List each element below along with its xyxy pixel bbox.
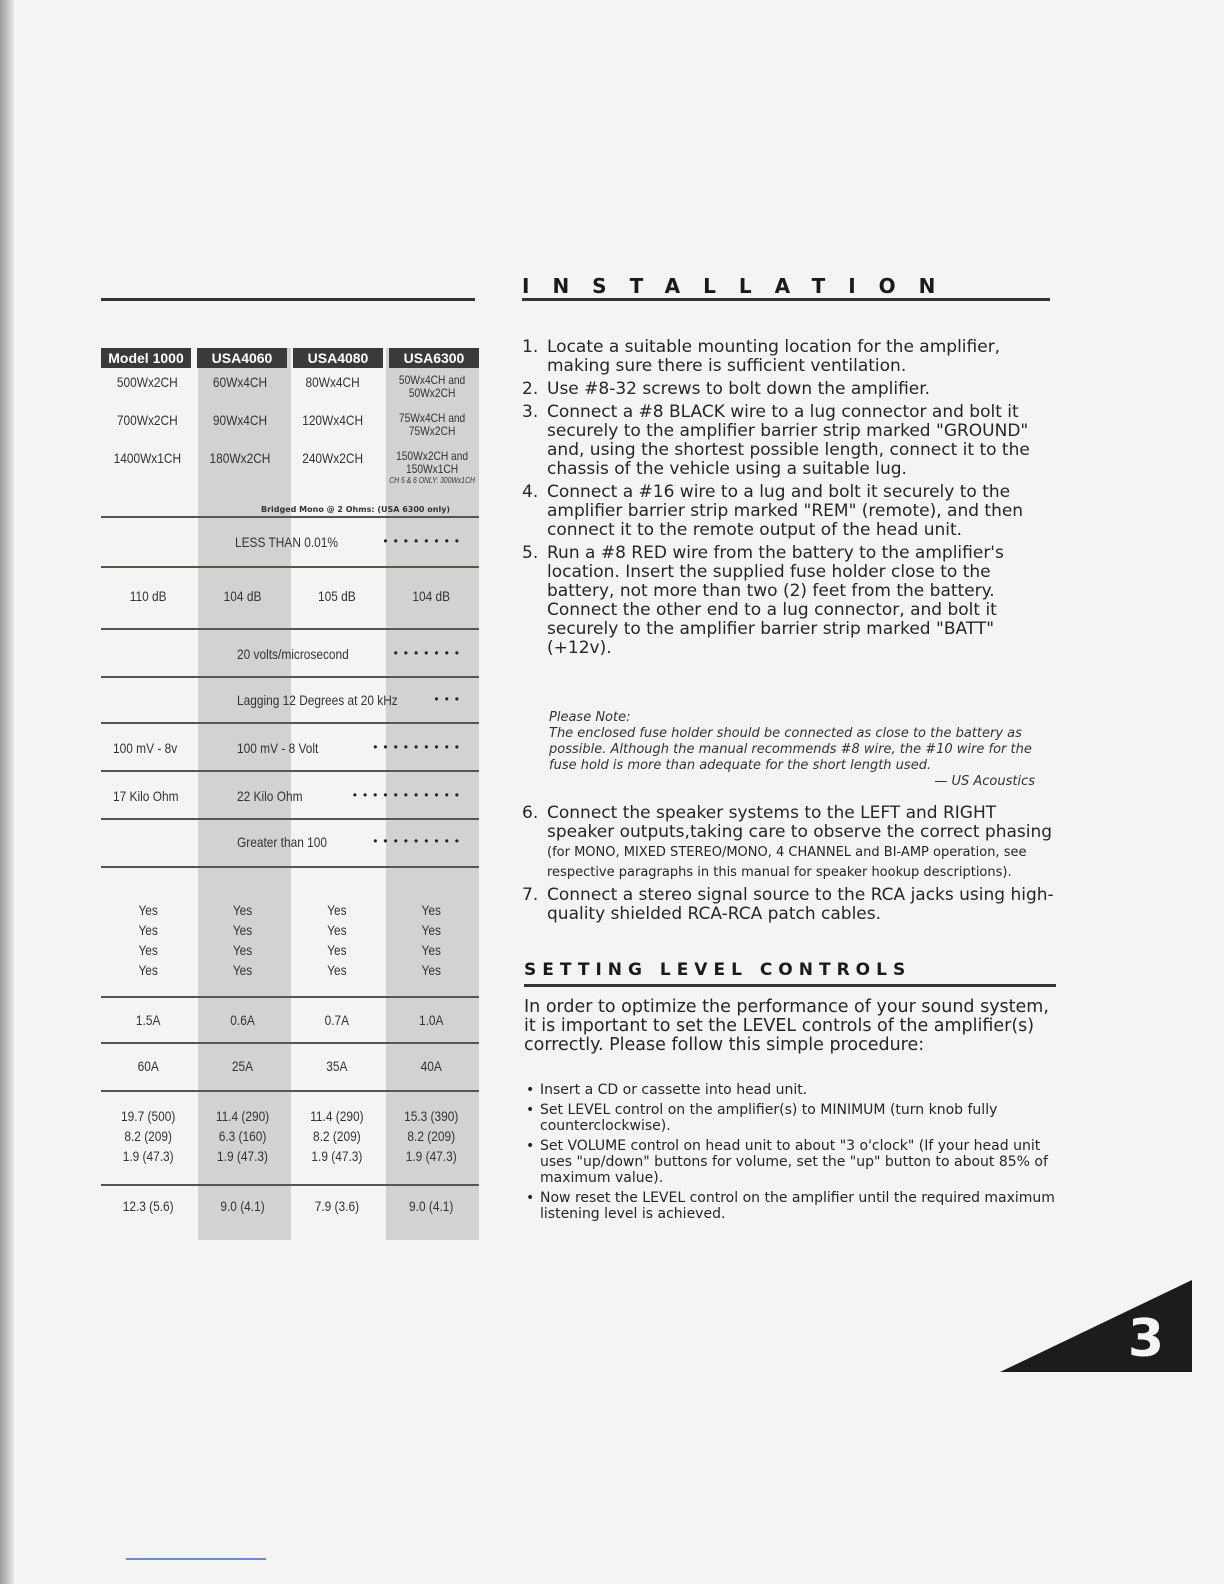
table-cell: 12.3 (5.6) [122,1198,174,1214]
yes-cell: Yes [232,902,253,918]
step-text: Locate a suitable mounting location for the amplifier, making sure there is sufficient ventilation. [547,337,1001,376]
step-number: 5. [522,543,539,563]
setting-level-rule [524,984,1056,987]
header-usa4060: USA4060 [197,348,287,368]
table-cell: 0.7A [324,1012,350,1028]
table-cell: 9.0 (4.1) [220,1198,265,1214]
slew-value: 20 volts/microsecond [237,646,349,662]
features-row [101,942,478,962]
note-body: The enclosed fuse holder should be connected as close to the battery as possible. Although the manual recommends #8 wire, the #10 wire for the fuse hold is more than adequate for the short length used. [549,726,1032,773]
spec-table [101,348,479,1214]
row-divider [101,1184,479,1186]
step-4 [522,483,1062,540]
bullet-dot: • [526,1190,535,1206]
step-text [547,804,1062,882]
step-7 [522,886,1062,924]
table-cell: 500Wx2CH [116,374,178,390]
features-row [101,902,478,922]
idle-current-row [101,1012,478,1028]
installation-steps [522,338,1062,662]
row-divider [101,866,479,868]
dot-leader: ••••••••• [373,740,465,754]
table-cell: 1.9 (47.3) [311,1148,363,1164]
dot-leader: ••••••• [393,646,465,660]
installation-rule [522,298,1050,301]
bullet-item [526,1190,1056,1222]
note-signature: — US Acoustics [934,774,1035,789]
step-text: Run a #8 RED wire from the battery to the amplifier's location. Insert the supplied fuse holder close to the battery, not more than two (2) feet from the battery. Connect the other end to a lug connector, and bolt it securely to the amplifier barrier strip marked "BATT" (+12v). [547,543,1004,658]
yes-cell: Yes [327,962,347,978]
header-model1000: Model 1000 [101,348,191,368]
bullet-item [526,1102,1056,1134]
setting-level-heading: SETTING LEVEL CONTROLS [524,960,912,980]
thd-value: LESS THAN 0.01% [235,534,338,550]
step6-small: (for MONO, MIXED STEREO/MONO, 4 CHANNEL and BI-AMP operation, see respective paragraphs in this manual for speaker hookup descriptions). [547,845,1027,880]
bullet-text: Set LEVEL control on the amplifier(s) to MINIMUM (turn knob fully counterclockwise). [540,1102,998,1134]
table-cell: 105 dB [318,588,356,604]
dot-leader: ••• [434,692,465,706]
bullet-text: Insert a CD or cassette into head unit. [540,1082,808,1098]
row-divider [101,1042,479,1044]
row-divider [101,628,479,630]
table-cell: 40A [420,1058,442,1074]
table-cell: 25A [231,1058,254,1074]
step-number: 7. [522,885,539,905]
yes-cell: Yes [232,922,253,938]
features-block [101,902,545,982]
table-cell: 15.3 (390) [404,1108,459,1124]
table-cell: 6.3 (160) [218,1128,267,1144]
step-number: 2. [522,379,539,399]
imp-usa: 22 Kilo Ohm [237,788,303,804]
table-cell: 11.4 (290) [215,1108,270,1124]
yes-cell: Yes [421,902,441,918]
step-text: Connect a #16 wire to a lug and bolt it securely to the amplifier barrier strip marked "REM" (remote), and then connect it to the remote output of the head unit. [547,482,1024,540]
yes-cell: Yes [421,942,441,958]
yes-cell: Yes [232,962,253,978]
table-cell: 80Wx4CH [305,374,360,390]
damping-value: Greater than 100 [237,834,327,850]
dims-width-row [101,1128,478,1148]
row-divider [101,516,479,518]
table-cell: 11.4 (290) [310,1108,364,1124]
yes-cell: Yes [327,922,347,938]
table-cell [379,450,478,494]
step-number: 3. [522,402,539,422]
header-usa6300: USA6300 [389,348,479,368]
yes-cell: Yes [138,902,158,918]
table-cell: 7.9 (3.6) [314,1198,360,1214]
table-cell: 8.2 (209) [407,1128,456,1144]
page-edge-shadow [0,0,14,1584]
bridged-note: Bridged Mono @ 2 Ohms: (USA 6300 only) [261,505,451,514]
row-divider [101,722,479,724]
step-6 [522,804,1062,882]
phase-value: Lagging 12 Degrees at 20 kHz [237,692,398,708]
table-cell: 1400Wx1CH [113,450,182,466]
sens-usa: 100 mV - 8 Volt [237,740,319,756]
table-cell: 1.5A [135,1012,161,1028]
power-row-2 [101,412,478,450]
table-cell: 180Wx2CH [209,450,271,466]
dims-length-row [101,1108,478,1128]
features-row [101,962,478,982]
power-row-3 [101,450,478,494]
table-cell: 90Wx4CH [212,412,268,428]
row-divider [101,996,479,998]
step-2 [522,380,1062,399]
yes-cell: Yes [232,942,253,958]
table-cell: 8.2 (209) [124,1128,172,1144]
row-divider [101,1090,479,1092]
please-note [549,710,1049,790]
table-cell: 1.9 (47.3) [217,1148,268,1164]
table-cell: 9.0 (4.1) [409,1198,454,1214]
table-cell: 110 dB [129,588,167,604]
step-text: Connect a stereo signal source to the RCA jacks using high-quality shielded RCA-RCA patch cables. [547,885,1054,924]
dot-leader: ••••••••• [373,834,465,848]
table-cell: 1.0A [418,1012,444,1028]
table-cell: 60Wx4CH [212,374,268,390]
step-number: 6. [522,803,539,823]
left-heading-rule [101,298,475,301]
table-cell: 104 dB [412,588,451,604]
table-cell: 1.9 (47.3) [122,1148,174,1164]
table-cell: 50Wx4CH and 50Wx2CH [398,373,466,400]
table-cell: 75Wx4CH and 75Wx2CH [398,411,466,438]
table-cell: 120Wx4CH [302,412,364,428]
dot-leader: •••••••• [383,534,465,548]
bullet-dot: • [526,1082,535,1098]
step-1 [522,338,1062,376]
row-divider [101,818,479,820]
table-cell: 1.9 (47.3) [405,1148,457,1164]
header-usa4080: USA4080 [293,348,383,368]
page-number-corner [1000,1280,1192,1374]
table-cell: 240Wx2CH [302,450,364,466]
yes-cell: Yes [327,902,347,918]
table-cell: 104 dB [223,588,262,604]
step6-main: Connect the speaker systems to the LEFT and RIGHT speaker outputs,taking care to observe the correct phasing [547,803,1053,842]
yes-cell: Yes [138,962,158,978]
row-divider [101,770,479,772]
level-intro: In order to optimize the performance of your sound system, it is important to set the LEVEL controls of the amplifier(s) correctly. Please follow this simple procedure: [524,997,1049,1055]
bullet-item [526,1082,1056,1098]
fuse-row [101,1058,478,1074]
snr-row [101,588,478,604]
table-cell: 8.2 (209) [313,1128,361,1144]
installation-steps-continued [522,804,1062,928]
sens-model1000: 100 mV - 8v [113,740,178,756]
note-title: Please Note: [549,710,631,725]
power-row-1 [101,374,478,412]
table-cell: 19.7 (500) [121,1108,176,1124]
yes-cell: Yes [138,922,158,938]
dot-leader: ••••••••••• [352,788,465,802]
yes-cell: Yes [138,942,158,958]
features-row [101,922,478,942]
dimensions-block [101,1108,545,1168]
table-cell: 60A [137,1058,159,1074]
dims-height-row [101,1148,478,1168]
installation-heading: INSTALLATION [522,274,959,298]
table-cell: 0.6A [230,1012,255,1028]
row-divider [101,566,479,568]
yes-cell: Yes [327,942,347,958]
table-header [101,348,479,368]
bullet-item [526,1138,1056,1186]
power-6300-bridged: 150Wx2CH and 150Wx1CH [396,449,469,476]
step-number: 4. [522,482,539,502]
level-bullets [526,1082,1056,1226]
imp-model1000: 17 Kilo Ohm [113,788,179,804]
scan-mark [126,1558,266,1560]
bullet-text: Now reset the LEVEL control on the amplifier until the required maximum listening level is achieved. [540,1190,1055,1222]
table-cell: 700Wx2CH [116,412,178,428]
bullet-dot: • [526,1102,535,1118]
weight-row [101,1198,478,1214]
yes-cell: Yes [421,922,441,938]
step-number: 1. [522,337,539,357]
table-cell: 35A [326,1058,348,1074]
ch56-note: CH 5 & 6 ONLY: 300Wx1CH [389,476,475,485]
bullet-text: Set VOLUME control on head unit to about "3 o'clock" (If your head unit uses "up/down" buttons for volume, set the "up" button to about 85% of maximum value). [540,1138,1048,1186]
step-text: Connect a #8 BLACK wire to a lug connector and bolt it securely to the amplifier barrier strip marked "GROUND" and, using the shortest possible length, connect it to the chassis of the vehicle using a suitable lug. [547,402,1030,479]
yes-cell: Yes [421,962,441,978]
row-divider [101,676,479,678]
step-3 [522,403,1062,479]
step-text: Use #8-32 screws to bolt down the amplifier. [547,379,931,399]
step-5 [522,544,1062,658]
page-number: 3 [1127,1309,1165,1369]
bullet-dot: • [526,1138,535,1154]
